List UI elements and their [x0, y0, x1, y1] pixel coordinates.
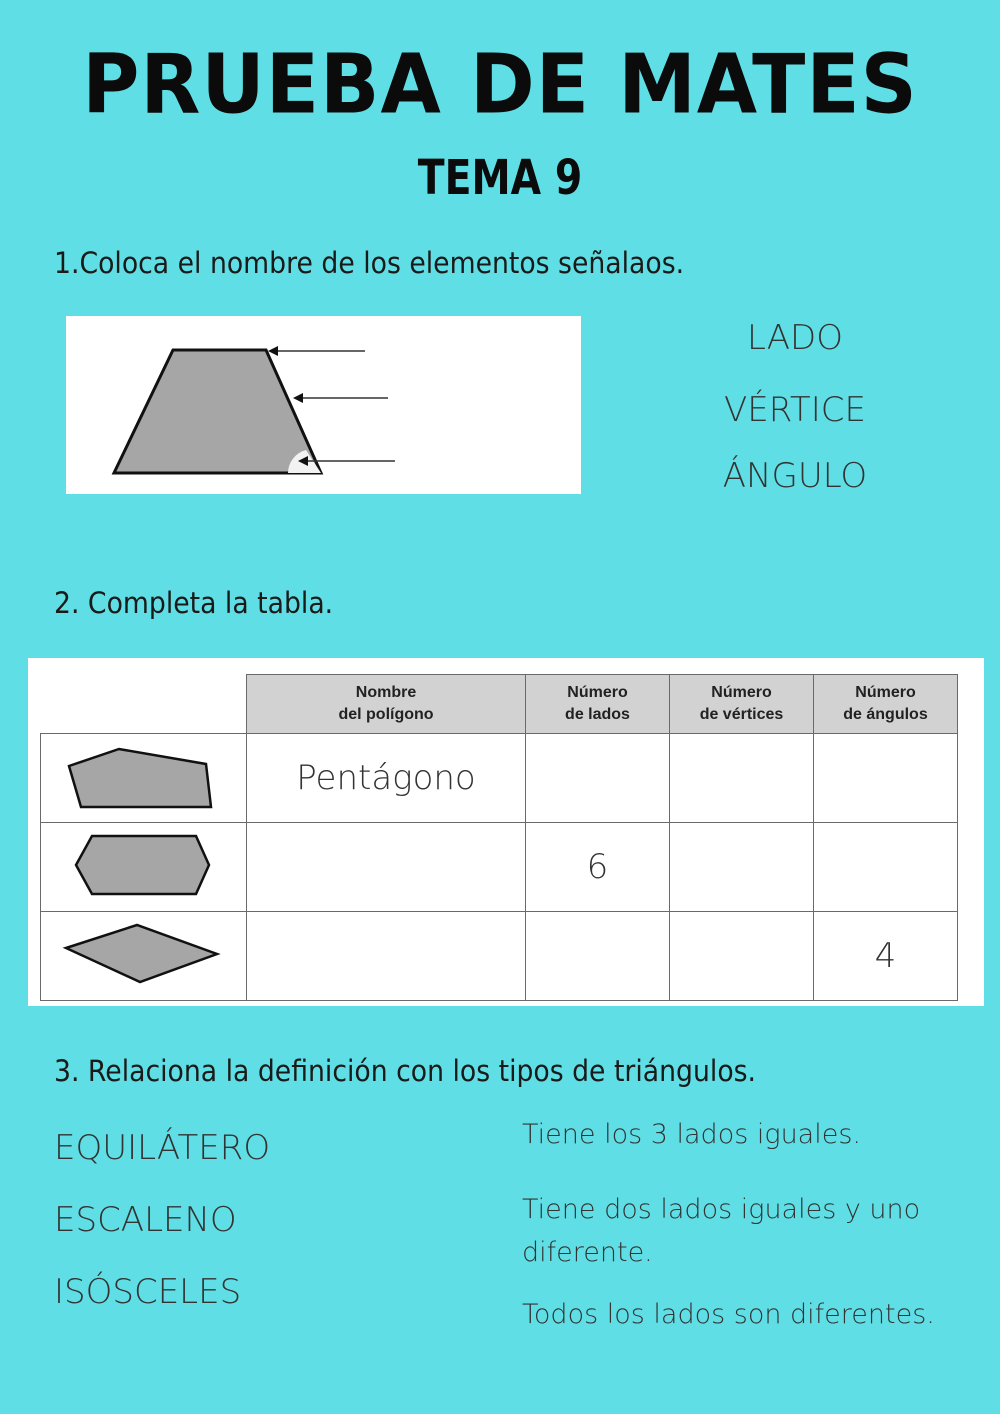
definition-2[interactable]: Tiene dos lados iguales y uno diferente.: [522, 1194, 921, 1268]
polygon-table: [40, 674, 958, 1001]
pentagon-cell: [41, 734, 247, 823]
header-vertices: Número de vértices: [670, 675, 814, 734]
cell-vertices-3[interactable]: [670, 912, 814, 1001]
header-blank: [41, 675, 247, 734]
hexagon-cell: [41, 823, 247, 912]
type-escaleno[interactable]: ESCALENO: [54, 1200, 237, 1240]
rhombus-icon: [41, 912, 246, 995]
cell-vertices-1[interactable]: [670, 734, 814, 823]
cell-name-1[interactable]: Pentágono: [247, 734, 526, 823]
rhombus-cell: [41, 912, 247, 1001]
type-equilatero[interactable]: EQUILÁTERO: [54, 1128, 271, 1168]
definition-1[interactable]: Tiene los 3 lados iguales.: [522, 1119, 861, 1150]
word-lado[interactable]: LADO: [747, 318, 843, 358]
cell-angles-3[interactable]: 4: [814, 912, 958, 1001]
table-row: [41, 823, 958, 912]
section-3-heading: 3. Relaciona la definición con los tipos de triángulos.: [54, 1054, 757, 1088]
trapezoid-figure: [66, 316, 581, 494]
cell-sides-1[interactable]: [526, 734, 670, 823]
page-subtitle: TEMA 9: [417, 150, 583, 206]
table-header-row: [41, 675, 958, 734]
word-vertice[interactable]: VÉRTICE: [724, 390, 866, 430]
cell-sides-2[interactable]: 6: [526, 823, 670, 912]
section-2-heading: 2. Completa la tabla.: [54, 586, 334, 620]
table-row: [41, 734, 958, 823]
polygon-table-container: [28, 658, 984, 1006]
page-title: PRUEBA DE MATES: [82, 37, 918, 133]
cell-name-2[interactable]: [247, 823, 526, 912]
trapezoid-shape: [114, 350, 321, 473]
cell-sides-3[interactable]: [526, 912, 670, 1001]
cell-angles-1[interactable]: [814, 734, 958, 823]
table-row: [41, 912, 958, 1001]
cell-angles-2[interactable]: [814, 823, 958, 912]
section-1-heading: 1.Coloca el nombre de los elementos señalaos.: [54, 246, 685, 280]
type-isosceles[interactable]: ISÓSCELES: [54, 1272, 242, 1312]
word-angulo[interactable]: ÁNGULO: [722, 456, 868, 496]
header-sides: Número de lados: [526, 675, 670, 734]
pentagon-icon: [41, 734, 246, 817]
definition-3[interactable]: Todos los lados son diferentes.: [522, 1299, 935, 1330]
cell-name-3[interactable]: [247, 912, 526, 1001]
trapezoid-diagram: [66, 316, 581, 494]
cell-vertices-2[interactable]: [670, 823, 814, 912]
header-name: Nombre del polígono: [247, 675, 526, 734]
hexagon-icon: [41, 823, 246, 906]
header-angles: Número de ángulos: [814, 675, 958, 734]
